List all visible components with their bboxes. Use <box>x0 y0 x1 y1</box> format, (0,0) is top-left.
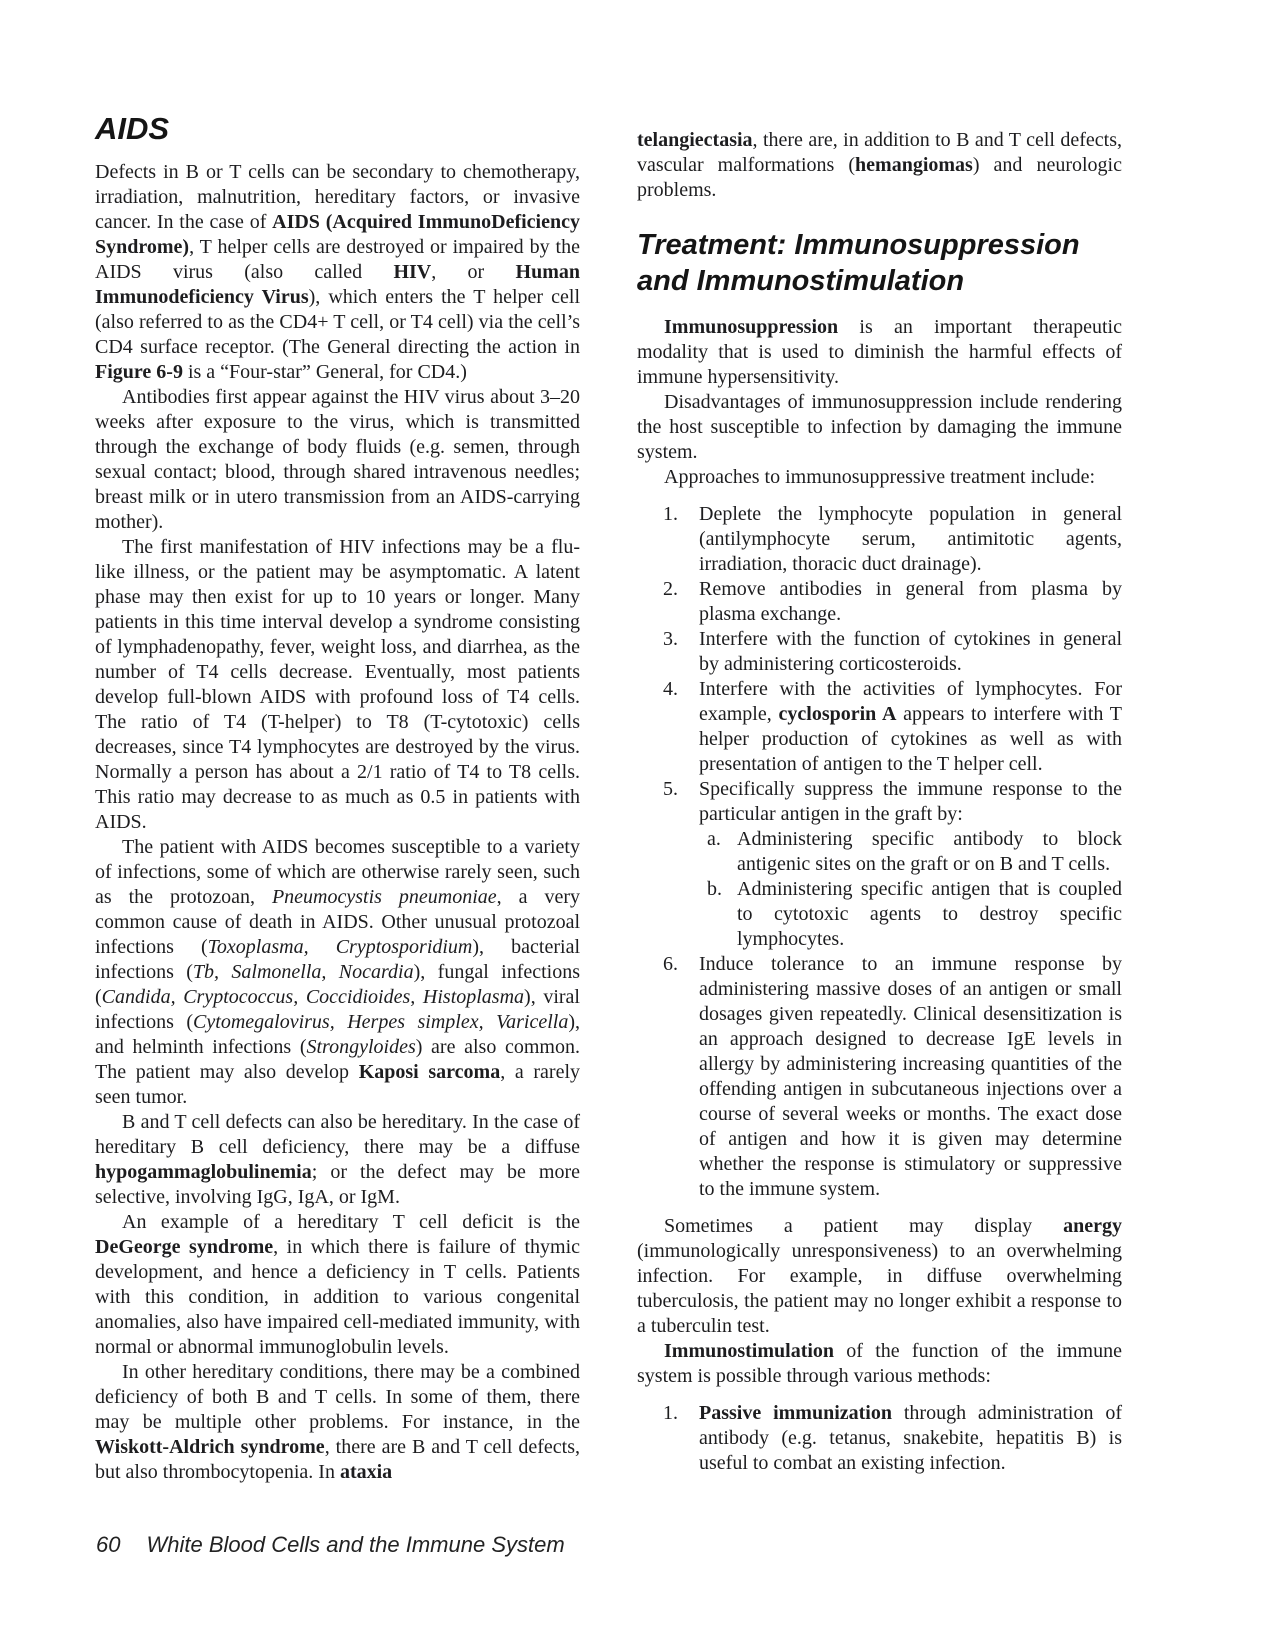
bold-text: cyclosporin A <box>778 703 897 725</box>
text-run: ), bacterial infections ( <box>95 936 580 983</box>
text-run: B and T cell defects can also be hereditary. In the case of hereditary B cell deficiency, there may be a diffuse <box>95 1111 580 1158</box>
list-item <box>663 502 1122 577</box>
text-run: Interfere with the activities of lymphocytes. For example, <box>699 678 1122 725</box>
paragraph <box>95 535 580 835</box>
list-item <box>663 627 1122 677</box>
bold-text: anergy <box>1063 1215 1122 1237</box>
running-title: White Blood Cells and the Immune System <box>146 1532 565 1557</box>
italic-text: Pneumocystis pneumoniae <box>271 886 497 908</box>
italic-text: Strongyloides <box>306 1036 416 1058</box>
paragraph <box>637 1214 1122 1339</box>
page-number: 60 <box>96 1532 121 1557</box>
text-run: Defects in B or T cells can be secondary to chemotherapy, irradiation, malnutrition, hereditary factors, or invasive cancer. In the case of <box>95 161 580 233</box>
sub-list-item-marker: b. <box>707 878 722 900</box>
section-heading: Treatment: Immunosuppression and Immunostimulation <box>637 229 1080 297</box>
text-run: Induce tolerance to an immune response by administering massive doses of an antigen or small dosages given repeatedly. Clinical desensitization is an approach designed to decrease IgE levels in allergy by administering increasing quantities of the offending antigen in subcutaneous injections over a course of several weeks or months. The exact dose of antigen and how it is given may determine whether the response is stimulatory or suppressive to the immune system. <box>699 953 1122 1200</box>
text-run: In other hereditary conditions, there may be a combined deficiency of both B and T cells. In some of them, there may be multiple other problems. For instance, in the <box>95 1361 580 1433</box>
bold-text: HIV <box>393 261 432 283</box>
bold-text: Immunosuppression <box>664 316 839 338</box>
paragraph <box>637 465 1122 490</box>
bold-text: Figure 6-9 <box>95 361 183 383</box>
bold-text: ataxia <box>339 1461 393 1483</box>
italic-text: Toxoplasma, Cryptosporidium <box>207 936 473 958</box>
list-item-marker: 5. <box>663 778 678 800</box>
bold-text: Human Immunodeficiency Virus <box>95 261 580 308</box>
list-item <box>663 677 1122 777</box>
text-run: The first manifestation of HIV infections may be a flu-like illness, or the patient may be asymptomatic. A latent phase may then exist for up to 10 years or longer. Many patients in this time interval develop a syndrome consisting of lymphadenopathy, fever, weight loss, and diarrhea, as the number of T4 cells decrease. Eventually, most patients develop full-blown AIDS with profound loss of T4 cells. The ratio of T4 (T-helper) to T8 (T-cytotoxic) cells decreases, since T4 lymphocytes are destroyed by the virus. Normally a person has about a 2/1 ratio of T4 to T8 cells. This ratio may decrease to as much as 0.5 in patients with AIDS. <box>95 536 580 833</box>
text-run: ; or the defect may be more selective, involving IgG, IgA, or IgM. <box>95 1161 580 1208</box>
text-run: of the function of the immune system is possible through various methods: <box>637 1340 1122 1387</box>
text-run: , a rarely seen tumor. <box>95 1061 580 1108</box>
sub-list-item-marker: a. <box>707 828 721 850</box>
text-run: Specifically suppress the immune response to the particular antigen in the graft by: <box>699 778 1122 825</box>
list-item-marker: 4. <box>663 678 678 700</box>
bold-text: telangiectasia <box>637 129 753 151</box>
text-run: ), viral infections ( <box>95 986 580 1033</box>
text-run: An example of a hereditary T cell deficit is the <box>122 1211 580 1233</box>
text-run: , there are, in addition to B and T cell defects, vascular malformations ( <box>637 129 1122 176</box>
paragraph <box>95 1110 580 1210</box>
bold-text: Immunostimulation <box>664 1340 835 1362</box>
list-item <box>663 1401 1122 1476</box>
bold-text: Wiskott-Aldrich syndrome <box>95 1436 325 1458</box>
section-heading: AIDS <box>95 111 170 146</box>
text-run: through administration of antibody (e.g. tetanus, snakebite, hepatitis B) is useful to combat an existing infection. <box>699 1402 1122 1474</box>
sub-list-item <box>707 827 1122 877</box>
italic-text: Tb, Salmonella, Nocardia <box>192 961 414 983</box>
text-run: is a “Four-star” General, for CD4.) <box>182 361 467 383</box>
italic-text: Cytomegalovirus, Herpes simplex, Varicella <box>193 1011 569 1033</box>
text-run: ) are also common. The patient may also develop <box>95 1036 580 1083</box>
text-run: , or <box>431 261 516 283</box>
paragraph <box>95 1210 580 1360</box>
page-footer <box>96 1532 565 1558</box>
bold-text: Passive immunization <box>699 1402 892 1424</box>
text-run: The patient with AIDS becomes susceptible to a variety of infections, some of which are otherwise rarely seen, such as the protozoan, <box>95 836 580 908</box>
paragraph <box>95 1360 580 1485</box>
bold-text: DeGeorge syndrome <box>95 1236 274 1258</box>
list-item <box>663 952 1122 1202</box>
paragraph <box>637 390 1122 465</box>
numbered-list <box>637 1401 1122 1476</box>
text-columns <box>95 112 1122 1488</box>
text-run: Deplete the lymphocyte population in general (antilymphocyte serum, antimitotic agents, irradiation, thoracic duct drainage). <box>699 503 1122 575</box>
text-run: is an important therapeutic modality that is used to diminish the harmful effects of immune hypersensitivity. <box>637 316 1122 388</box>
text-run: Administering specific antibody to block antigenic sites on the graft or on B and T cells. <box>737 828 1122 875</box>
text-run: Approaches to immunosuppressive treatment include: <box>664 466 1096 488</box>
paragraph <box>637 128 1122 203</box>
text-run: Disadvantages of immunosuppression include rendering the host susceptible to infection by damaging the immune system. <box>637 391 1122 463</box>
bold-text: Kaposi sarcoma <box>358 1061 501 1083</box>
list-item <box>663 577 1122 627</box>
text-run: ), which enters the T helper cell (also referred to as the CD4+ T cell, or T4 cell) via the cell’s CD4 surface receptor. (The General directing the action in <box>95 286 581 358</box>
paragraph <box>95 835 580 1110</box>
text-run: (immunologically unresponsiveness) to an overwhelming infection. For example, in diffuse overwhelming tuberculosis, the patient may no longer exhibit a response to a tuberculin test. <box>637 1240 1122 1337</box>
sub-list-item <box>707 877 1122 952</box>
bold-text: hypogammaglobulinemia <box>95 1161 312 1183</box>
bold-text: hemangiomas <box>855 154 973 176</box>
paragraph <box>637 1339 1122 1389</box>
left-column <box>95 112 580 1488</box>
text-run: , a very common cause of death in AIDS. Other unusual protozoal infections ( <box>95 886 580 958</box>
numbered-list <box>637 502 1122 1202</box>
text-run: , T helper cells are destroyed or impaired by the AIDS virus (also called <box>95 236 580 283</box>
list-item-marker: 1. <box>663 503 678 525</box>
list-item-marker: 6. <box>663 953 678 975</box>
list-item <box>663 777 1122 827</box>
list-item-marker: 1. <box>663 1402 678 1424</box>
text-run: , in which there is failure of thymic development, and hence a deficiency in T cells. Patients with this condition, in addition to various congenital anomalies, also have impaired cell-mediated immunity, with normal or abnormal immunoglobulin levels. <box>95 1236 580 1358</box>
text-run: Antibodies first appear against the HIV virus about 3–20 weeks after exposure to the virus, which is transmitted through the exchange of body fluids (e.g. semen, through sexual contact; blood, through shared intravenous needles; breast milk or in utero transmission from an AIDS-carrying mother). <box>95 386 580 533</box>
paragraph <box>95 385 580 535</box>
text-run: appears to interfere with T helper production of cytokines as well as with presentation of antigen to the T helper cell. <box>699 703 1122 775</box>
text-run: Interfere with the function of cytokines in general by administering corticosteroids. <box>699 628 1122 675</box>
text-run: ), and helminth infections ( <box>95 1011 580 1058</box>
text-run: , there are B and T cell defects, but also thrombocytopenia. In <box>95 1436 580 1483</box>
text-run: Remove antibodies in general from plasma by plasma exchange. <box>699 578 1122 625</box>
text-run: ) and neurologic problems. <box>637 154 1122 201</box>
list-item-marker: 2. <box>663 578 678 600</box>
text-run: Sometimes a patient may display <box>664 1215 1064 1237</box>
right-column <box>637 112 1122 1488</box>
paragraph <box>637 315 1122 390</box>
text-run: Administering specific antigen that is coupled to cytotoxic agents to destroy specific lymphocytes. <box>737 878 1122 950</box>
text-run: ), fungal infections ( <box>95 961 581 1008</box>
bold-text: AIDS (Acquired ImmunoDeficiency Syndrome) <box>95 211 580 258</box>
list-item-marker: 3. <box>663 628 678 650</box>
paragraph <box>95 160 580 385</box>
italic-text: Candida, Cryptococcus, Coccidioides, Histoplasma <box>101 986 525 1008</box>
